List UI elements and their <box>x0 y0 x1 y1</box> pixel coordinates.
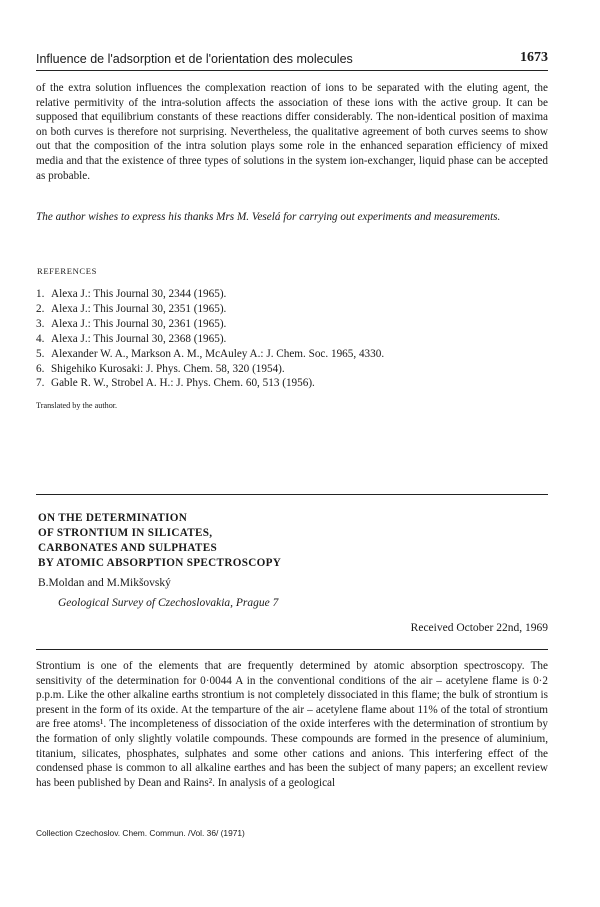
article-title-line: CARBONATES AND SULPHATES <box>38 542 217 554</box>
article-top-rule <box>36 494 548 495</box>
translation-note: Translated by the author. <box>36 401 118 410</box>
reference-item: 2. Alexa J.: This Journal 30, 2351 (1965). <box>36 302 227 315</box>
reference-item: 3. Alexa J.: This Journal 30, 2361 (1965). <box>36 317 227 330</box>
reference-item: 6. Shigehiko Kurosaki: J. Phys. Chem. 58, 320 (1954). <box>36 362 285 375</box>
continuation-paragraph: of the extra solution influences the complexation reaction of ions to be separated with the eluting agent, the relative permitivity of the intra-solution affects the association of these ions with the active group. It can be supposed that equilibrium constants of these reactions differ considerably. The non-identical position of maxima on both curves is therefore not surprising. Nevertheless, the qualitative agreement of both curves seems to show out that the composition of the intra solution plays some role in the enhanced separation efficiency of mixed media and that the existence of three types of solutions in the system ion-exchanger, liquid phase can be accepted as probable. <box>36 82 548 182</box>
journal-footer: Collection Czechoslov. Chem. Commun. /Vol. 36/ (1971) <box>36 828 245 838</box>
article-body-paragraph: Strontium is one of the elements that are frequently determined by atomic absorption spectroscopy. The sensitivity of the determination for 0·0044 A in the conventional conditions of the air – acetylene flame is 0·2 p.p.m. Like the other alkaline earths strontium is not completely dissociated in this flame; the bulk of strontium is present in the form of its oxide. At the temparture of the air – acetylene flame about 11% of the total of strontium are free atoms¹. The incompleteness of dissociation of the oxide interferes with the determination of strontium by the formation of only slightly volatile compounds. These compounds are formed in the presence of aluminium, titanium, silicates, phosphates, sulphates and some other cations and anions. This interfering effect of the condensed phase is common to all alkaline earthes and has been the subject of many papers; an excellent review has been published by Dean and Rains². In analysis of a geological <box>36 660 548 789</box>
acknowledgement: The author wishes to express his thanks Mrs M. Veselá for carrying out experiments and measurements. <box>36 211 501 223</box>
article-affiliation: Geological Survey of Czechoslovakia, Prague 7 <box>58 597 279 609</box>
reference-item: 7. Gable R. W., Strobel A. H.: J. Phys. Chem. 60, 513 (1956). <box>36 377 315 390</box>
article-title <box>38 511 281 571</box>
article-title-line: BY ATOMIC ABSORPTION SPECTROSCOPY <box>38 557 282 569</box>
page-number: 1673 <box>520 50 548 65</box>
reference-item: 5. Alexander W. A., Markson A. M., McAuley A.: J. Chem. Soc. 1965, 4330. <box>36 347 385 360</box>
running-header-title: Influence de l'adsorption et de l'orientation des molecules <box>36 52 353 66</box>
article-authors: B.Moldan and M.Mikšovský <box>38 577 171 589</box>
reference-item: 4. Alexa J.: This Journal 30, 2368 (1965). <box>36 332 227 345</box>
reference-item: 1. Alexa J.: This Journal 30, 2344 (1965). <box>36 288 227 300</box>
reference-list <box>36 287 548 391</box>
article-body-rule <box>36 649 548 650</box>
received-date: Received October 22nd, 1969 <box>410 622 548 634</box>
running-header <box>36 50 548 71</box>
article-title-line: OF STRONTIUM IN SILICATES, <box>38 527 213 539</box>
article-title-line: ON THE DETERMINATION <box>38 512 188 524</box>
references-heading: REFERENCES <box>37 266 97 276</box>
